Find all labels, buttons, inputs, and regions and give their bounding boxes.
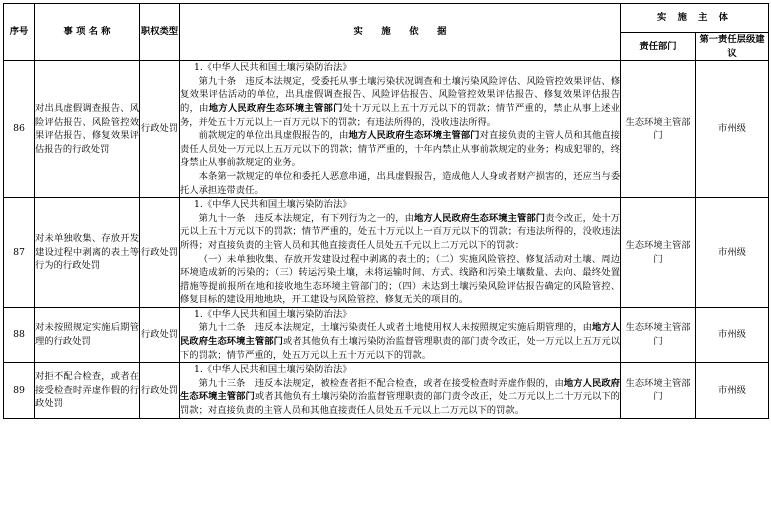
responsible-dept: 生态环境主管部门 xyxy=(621,198,696,308)
item-name: 对拒不配合检查，或者在接受检查时弄虚作假的行政处罚 xyxy=(35,363,140,418)
row-number: 86 xyxy=(4,61,35,198)
basis-paragraph: 第九十三条 违反本法规定，被检查者拒不配合检查，或者在接受检查时弄虚作假的，由地方人民政府生态环境主管部门或者其他负有土壤污染防治监督管理职责的部门责令改正，处二万元以上二十万元以下的罚款；对直接负责的主管人员和其他直接责任人员处五千元以上二万元以下的罚款。 xyxy=(180,377,620,417)
table-row xyxy=(4,363,769,418)
row-number: 87 xyxy=(4,198,35,308)
header-dept: 责任部门 xyxy=(621,33,696,61)
responsibility-level: 市州级 xyxy=(696,198,769,308)
enforcement-table xyxy=(3,3,769,419)
legal-basis xyxy=(180,198,621,308)
basis-paragraph: 第九十条 违反本法规定，受委托从事土壤污染状况调查和土壤污染风险评估、风险管控效果评估、修复效果评估活动的单位，出具虚假调查报告、风险评估报告、风险管控效果评估报告、修复效果评估报告的，由地方人民政府生态环境主管部门处十万元以上五十万元以下的罚款；情节严重的，禁止从事上述业务，并处五十万元以上一百万元以下的罚款；有违法所得的，没收违法所得。 xyxy=(180,75,620,128)
law-title: 1.《中华人民共和国土壤污染防治法》 xyxy=(193,308,352,320)
table-row xyxy=(4,198,769,308)
responsibility-level: 市州级 xyxy=(696,61,769,198)
row-number: 89 xyxy=(4,363,35,418)
basis-paragraph: 第九十二条 违反本法规定，土壤污染责任人或者土地使用权人未按照规定实施后期管理的，由地方人民政府生态环境主管部门或者其他负有土壤污染防治监督管理职责的部门责令改正，处一万元以上五万元以下的罚款；情节严重的，处五万元以上五十万元以下的罚款。 xyxy=(180,322,620,361)
legal-basis xyxy=(180,61,621,198)
legal-basis xyxy=(180,307,621,362)
basis-paragraph: （一）未单独收集、存放开发建设过程中剥离的表土的；（二）实施风险管控、修复活动对土壤、周边环境造成新的污染的；（三）转运污染土壤，未将运输时间、方式、线路和污染土壤数量、去向、最终处置措施等提前报所在地和接收地生态环境主管部门的；（四）未达到土壤污染风险评估报告确定的风险管控、修复目标的建设用地地块，开工建设与风险管控、修复无关的项目的。 xyxy=(180,253,620,306)
header-level: 第一责任层级建议 xyxy=(696,33,769,61)
power-type: 行政处罚 xyxy=(140,307,180,362)
power-type: 行政处罚 xyxy=(140,198,180,308)
row-number: 88 xyxy=(4,307,35,362)
responsible-dept: 生态环境主管部门 xyxy=(621,307,696,362)
law-title: 1.《中华人民共和国土壤污染防治法》 xyxy=(193,62,352,74)
legal-basis xyxy=(180,363,621,418)
header-seq: 序号 xyxy=(4,4,35,61)
power-type: 行政处罚 xyxy=(140,61,180,198)
table-row xyxy=(4,61,769,198)
table-row xyxy=(4,307,769,362)
item-name: 对未单独收集、存放开发建设过程中剥离的表土等行为的行政处罚 xyxy=(35,198,140,308)
header-basis: 实 施 依 据 xyxy=(180,4,621,61)
item-name: 对未按照规定实施后期管理的行政处罚 xyxy=(35,307,140,362)
item-name: 对出具虚假调查报告、风险评估报告、风险管控效果评估报告、修复效果评估报告的行政处罚 xyxy=(35,61,140,198)
basis-paragraph: 前款规定的单位出具虚假报告的，由地方人民政府生态环境主管部门对直接负责的主管人员和其他直接责任人员处一万元以上五万元以下的罚款；情节严重的，十年内禁止从事前款规定的业务；构成犯罪的，终身禁止从事前款规定的业务。 xyxy=(180,130,620,169)
responsible-dept: 生态环境主管部门 xyxy=(621,61,696,198)
header-subject: 实 施 主 体 xyxy=(621,4,769,33)
law-title: 1.《中华人民共和国土壤污染防治法》 xyxy=(193,364,352,376)
responsibility-level: 市州级 xyxy=(696,363,769,418)
header-type: 职权类型 xyxy=(140,4,180,61)
law-title: 1.《中华人民共和国土壤污染防治法》 xyxy=(193,199,352,211)
power-type: 行政处罚 xyxy=(140,363,180,418)
responsibility-level: 市州级 xyxy=(696,307,769,362)
basis-paragraph: 第九十一条 违反本法规定，有下列行为之一的，由地方人民政府生态环境主管部门责令改正，处十万元以上五十万元以下的罚款；情节严重的，处五十万元以上一百万元以下的罚款；有违法所得的，没收违法所得；对直接负责的主管人员和其他直接责任人员处五千元以上二万元以下的罚款： xyxy=(180,212,620,251)
responsible-dept: 生态环境主管部门 xyxy=(621,363,696,418)
basis-paragraph: 本条第一款规定的单位和委托人恶意串通，出具虚假报告，造成他人人身或者财产损害的，还应当与委托人承担连带责任。 xyxy=(180,170,620,196)
header-item: 事 项 名 称 xyxy=(35,4,140,61)
